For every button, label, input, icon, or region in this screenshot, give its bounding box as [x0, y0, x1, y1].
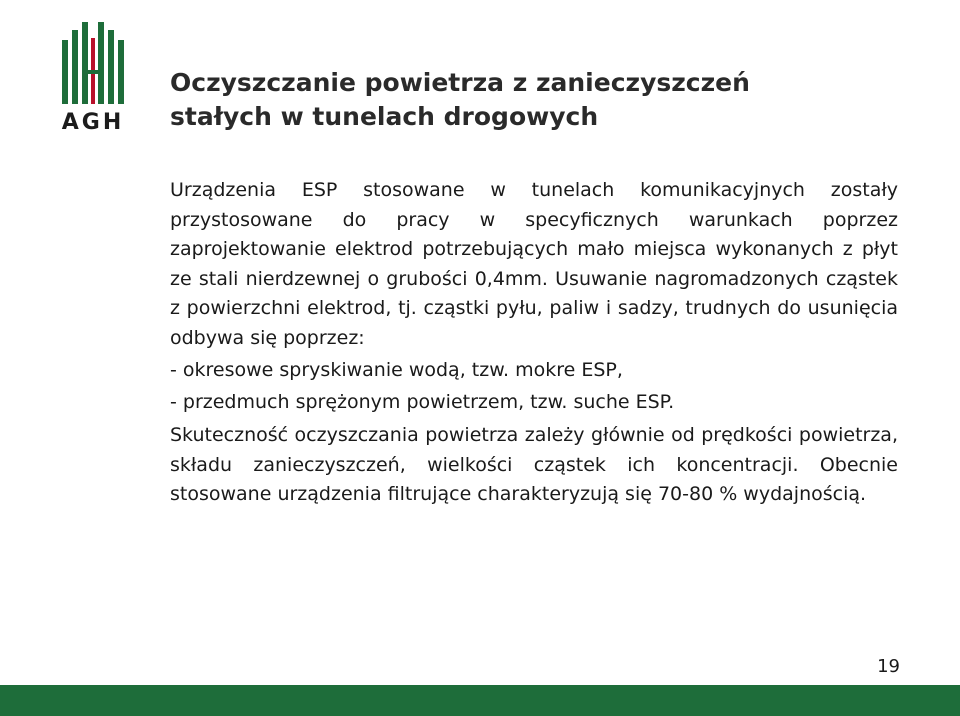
- agh-logo-icon: [58, 18, 128, 110]
- page-number: 19: [877, 656, 900, 677]
- paragraph-1: Urządzenia ESP stosowane w tunelach komunikacyjnych zostały przystosowane do pracy w specyficznych warunkach poprzez zaprojektowanie elektrod potrzebujących mało miejsca wykonanych z płyt ze stali nierdzewnej o grubości 0,4mm. Usuwanie nagromadzonych cząstek z powierzchni elektrod, tj. cząstki pyłu, paliw i sadzy, trudnych do usunięcia odbywa się poprzez:: [170, 179, 898, 349]
- body-content: [170, 176, 898, 510]
- agh-logo: [58, 18, 128, 138]
- footer-bar: [0, 685, 960, 716]
- logo-text: AGH: [61, 110, 125, 135]
- title-line-2: stałych w tunelach drogowych: [170, 102, 599, 131]
- paragraph-2: Skuteczność oczyszczania powietrza zależy głównie od prędkości powietrza, składu zanieczyszczeń, wielkości cząstek ich koncentracji. Obecnie stosowane urządzenia filtrujące charakteryzują się 70-80 % wydajnością.: [170, 424, 898, 505]
- page-title: [170, 66, 890, 134]
- title-line-1: Oczyszczanie powietrza z zanieczyszczeń: [170, 68, 750, 97]
- bullet-item-2: - przedmuch sprężonym powietrzem, tzw. suche ESP.: [170, 391, 675, 413]
- bullet-item-1: - okresowe spryskiwanie wodą, tzw. mokre ESP,: [170, 359, 623, 381]
